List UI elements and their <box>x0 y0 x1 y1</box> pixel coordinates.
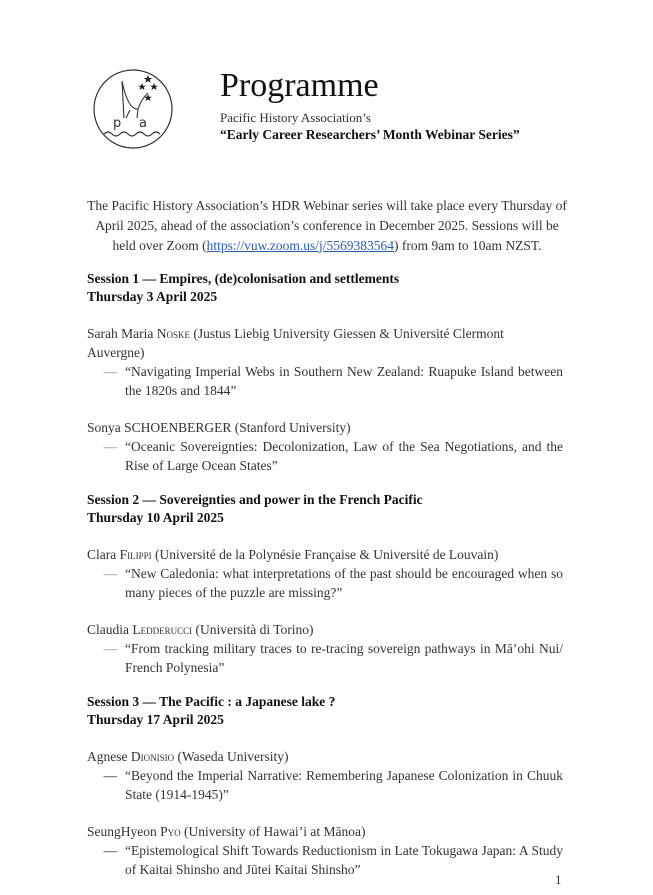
wave-icon <box>104 132 160 136</box>
intro-text-after: ) from 9am to 10am NZST. <box>394 237 542 253</box>
session-heading: Session 3 — The Pacific : a Japanese lake ? <box>87 694 336 709</box>
speaker-line <box>87 324 563 362</box>
talk-item <box>87 545 563 602</box>
speaker-surname: Ledderucci <box>132 622 193 637</box>
talk-title: “From tracking military traces to re-tracing sovereign pathways in Mā’ohi Nui/ French Polynesia” <box>125 641 563 675</box>
speaker-line <box>87 418 563 437</box>
session-1 <box>87 270 563 475</box>
logo-letter-a: a <box>139 116 147 131</box>
speaker-affiliation: (University of Hawai’i at Mānoa) <box>184 824 366 839</box>
organization-subtitle: Pacific History Association’s <box>220 110 371 125</box>
speaker-surname: Dionisio <box>130 749 175 764</box>
series-title: “Early Career Researchers’ Month Webinar Series” <box>220 127 520 142</box>
speaker-affiliation: (Waseda University) <box>177 749 289 764</box>
speaker-given-name: SeungHyeon <box>87 824 157 839</box>
speaker-given-name: Sonya <box>87 420 121 435</box>
session-2 <box>87 491 563 677</box>
page-title: Programme <box>220 67 379 104</box>
session-heading: Session 2 — Sovereignties and power in the French Pacific <box>87 492 423 507</box>
talk-item <box>87 822 563 879</box>
em-dash: — <box>103 641 117 656</box>
speaker-surname: SCHOENBERGER <box>124 420 232 435</box>
speaker-affiliation: (Justus Liebig University Giessen & Université Clermont Auvergne) <box>87 326 504 360</box>
session-date: Thursday 17 April 2025 <box>87 712 224 727</box>
talk-title: “Oceanic Sovereignties: Decolonization, Law of the Sea Negotiations, and the Rise of Large Ocean States” <box>125 439 563 473</box>
session-heading: Session 1 — Empires, (de)colonisation and settlements <box>87 271 400 286</box>
session-date: Thursday 3 April 2025 <box>87 289 218 304</box>
talk-title: “Navigating Imperial Webs in Southern New Zealand: Ruapuke Island between the 1820s and 1844” <box>125 364 563 398</box>
speaker-affiliation: (Stanford University) <box>234 420 351 435</box>
speaker-line <box>87 620 563 639</box>
speaker-surname: Noske <box>156 326 190 341</box>
speaker-line <box>87 545 563 564</box>
em-dash: — <box>103 566 117 581</box>
em-dash: — <box>103 768 117 783</box>
talk-item <box>87 324 563 400</box>
em-dash: — <box>103 843 117 858</box>
sessions-list <box>87 270 563 895</box>
speaker-surname: Filippi <box>119 547 152 562</box>
speaker-given-name: Agnese <box>87 749 128 764</box>
session-3 <box>87 693 563 879</box>
speaker-surname: Pyo <box>160 824 181 839</box>
page-number: 1 <box>555 872 562 887</box>
intro-text-before: The Pacific History Association’s HDR Webinar series will take place every Thursday of April 2025, ahead of the association’s conference in December 2025. Sessions will be held over Zoom ( <box>87 197 567 253</box>
speaker-line <box>87 747 563 766</box>
logo-letter-p: p <box>113 116 122 131</box>
speaker-given-name: Claudia <box>87 622 129 637</box>
speaker-affiliation: (Université de la Polynésie Française & Université de Louvain) <box>155 547 499 562</box>
speaker-affiliation: (Università di Torino) <box>195 622 314 637</box>
speaker-given-name: Clara <box>87 547 117 562</box>
speaker-line <box>87 822 563 841</box>
pacific-history-association-logo <box>92 68 174 150</box>
em-dash: — <box>103 439 117 454</box>
talk-item <box>87 620 563 677</box>
southern-cross-stars-icon <box>138 75 158 101</box>
zoom-link[interactable]: https://vuw.zoom.us/j/5569383564 <box>206 237 394 253</box>
intro-paragraph <box>84 196 570 256</box>
talk-title: “New Caledonia: what interpretations of the past should be encouraged when so many pieces of the puzzle are missing?” <box>125 566 563 600</box>
talk-item <box>87 418 563 475</box>
talk-title: “Epistemological Shift Towards Reductionism in Late Tokugawa Japan: A Study of Kaitai Shinsho and Jūtei Kaitai Shinsho” <box>125 843 563 877</box>
speaker-given-name: Sarah Maria <box>87 326 154 341</box>
em-dash: — <box>103 364 117 379</box>
talk-item <box>87 747 563 804</box>
talk-title: “Beyond the Imperial Narrative: Remembering Japanese Colonization in Chuuk State (1914-1945)” <box>125 768 563 802</box>
session-date: Thursday 10 April 2025 <box>87 510 224 525</box>
